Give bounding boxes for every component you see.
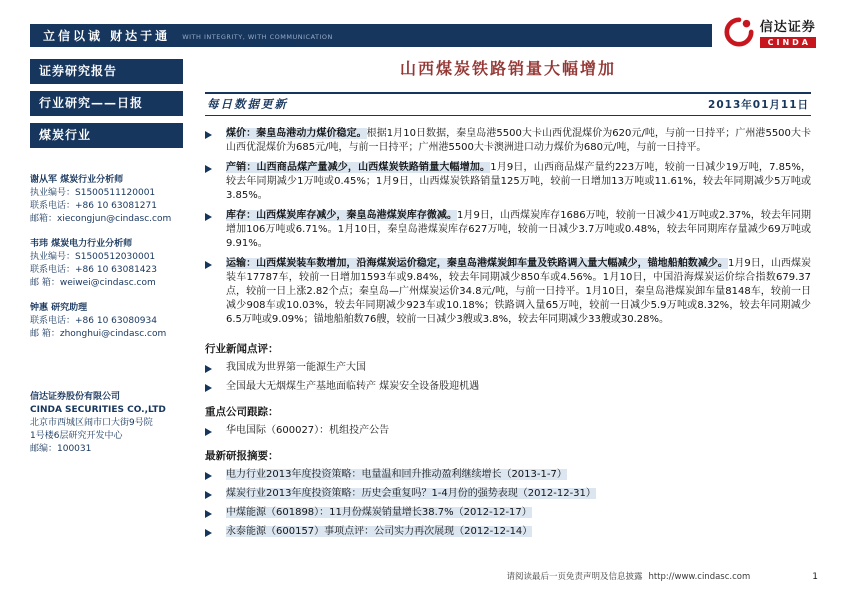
analyst-email: 邮 箱：zhonghui@cindasc.com xyxy=(30,329,167,339)
meta-row xyxy=(205,94,811,115)
analyst-email: 邮箱：xiecongjun@cindasc.com xyxy=(30,214,172,224)
lower-sections xyxy=(205,341,811,539)
bullet-transport xyxy=(205,257,811,327)
page-footer xyxy=(506,570,818,582)
divider-bottom xyxy=(205,115,811,116)
company-name-en: CINDA SECURITIES CO.,LTD xyxy=(30,405,166,415)
news-item xyxy=(205,380,811,394)
website-link[interactable]: http://www.cindasc.com xyxy=(648,572,751,582)
bullet-arrow-icon xyxy=(205,506,226,520)
bullet-arrow-icon xyxy=(205,209,226,251)
bullet-lead: 运输：山西煤炭装车数增加，沿海煤炭运价稳定，秦皇岛港煤炭卸车量及铁路调入量大幅减少，锚地船舶数减少。 xyxy=(226,258,728,269)
analyst-email: 邮 箱：weiwei@cindasc.com xyxy=(30,278,156,288)
slogan-chinese: 立信以诚 财达于通 xyxy=(43,29,171,43)
analyst-name: 钟惠 研究助理 xyxy=(30,303,88,313)
report-abstract-text: 中煤能源（601898）：11月份煤炭销量增长38.7%（2012-12-17） xyxy=(226,507,532,518)
section-heading-industry-news: 行业新闻点评： xyxy=(205,343,279,355)
report-abstract-text: 电力行业2013年度投资策略：电量温和回升推动盈利继续增长（2013-1-7） xyxy=(226,469,567,480)
report-abstract-item xyxy=(205,468,811,482)
report-title: 山西煤炭铁路销量大幅增加 xyxy=(399,59,616,78)
bullet-arrow-icon xyxy=(205,424,226,438)
bullet-production-sales xyxy=(205,161,811,203)
bullet-arrow-icon xyxy=(205,525,226,539)
bullet-arrow-icon xyxy=(205,161,226,203)
bullet-body: 根据1月10日数据，秦皇岛港5500大卡山西优混煤价为620元/吨，与前一日持平；广州港5500大卡山西优混煤价为685元/吨，与前一日持平；广州港5500大卡澳洲进口动力煤价为680元/吨，与前一日持平。 xyxy=(226,128,811,153)
bullet-arrow-icon xyxy=(205,257,226,327)
bullet-arrow-icon xyxy=(205,468,226,482)
report-abstract-item xyxy=(205,506,811,520)
company-address-line2: 1号楼6层研究开发中心 xyxy=(30,431,123,441)
analyst-license: 执业编号：S1500511120001 xyxy=(30,188,156,198)
report-body xyxy=(205,56,811,544)
bullet-inventory xyxy=(205,209,811,251)
analyst-block xyxy=(30,238,183,290)
analyst-list xyxy=(30,174,183,341)
report-abstract-text: 永泰能源（600157）事项点评：公司实力再次展现（2012-12-14） xyxy=(226,526,533,537)
analyst-license: 执业编号：S1500512030001 xyxy=(30,252,156,262)
bullet-body: 1月9日，山西商品煤产量约223万吨，较前一日减少19万吨，7.85%，较去年同期减少1万吨或0.45%；1月9日，山西煤炭铁路销量125万吨，较前一日增加13万吨或11.61%，较去年同期减少5万吨或3.85%。 xyxy=(226,162,811,201)
bullet-arrow-icon xyxy=(205,487,226,501)
sidebar-box-industry: 煤炭行业 xyxy=(30,123,183,148)
cinda-logo xyxy=(724,16,816,48)
brand-banner xyxy=(30,24,712,47)
company-info xyxy=(30,391,183,456)
summary-bullets xyxy=(205,127,811,327)
company-postcode: 邮编：100031 xyxy=(30,444,92,454)
bullet-lead: 煤价：秦皇岛港动力煤价稳定。 xyxy=(226,128,367,139)
analyst-phone: 联系电话：+86 10 63081423 xyxy=(30,265,157,275)
disclaimer-text: 请阅读最后一页免责声明及信息披露 xyxy=(506,572,643,582)
news-item-text: 我国成为世界第一能源生产大国 xyxy=(226,362,366,373)
left-sidebar xyxy=(30,59,183,456)
bullet-lead: 产销：山西商品煤产量减少，山西煤炭铁路销量大幅增加。 xyxy=(226,162,491,173)
logo-wordmark xyxy=(760,16,816,48)
report-date: 2013年01月11日 xyxy=(708,98,809,111)
news-item xyxy=(205,361,811,375)
section-heading-key-companies: 重点公司跟踪： xyxy=(205,406,279,418)
analyst-block xyxy=(30,174,183,226)
analyst-name: 谢从军 煤炭行业分析师 xyxy=(30,175,124,185)
report-series-label: 每日数据更新 xyxy=(207,97,288,111)
cinda-logo-icon xyxy=(724,17,754,47)
company-address-line1: 北京市西城区闹市口大街9号院 xyxy=(30,418,153,428)
sidebar-box-report-type: 证券研究报告 xyxy=(30,59,183,84)
section-heading-latest-reports: 最新研报摘要： xyxy=(205,450,279,462)
analyst-block xyxy=(30,302,183,341)
bullet-arrow-icon xyxy=(205,380,226,394)
page-number: 1 xyxy=(812,572,818,582)
report-abstract-item xyxy=(205,525,811,539)
sidebar-box-research-type: 行业研究——日报 xyxy=(30,91,183,116)
report-abstract-item xyxy=(205,487,811,501)
analyst-name: 韦玮 煤炭电力行业分析师 xyxy=(30,239,133,249)
slogan-english: WITH INTEGRITY, WITH COMMUNICATION xyxy=(182,33,333,41)
company-name-cn: 信达证券股份有限公司 xyxy=(30,392,121,402)
bullet-body: 1月9日，山西煤炭装车17787车，较前一日增加1593车或9.84%，较去年同期减少850车或4.56%。1月10日，中国沿海煤炭运价综合指数679.37点，较前一日上涨2.82个点；秦皇岛—广州煤炭运价34.8元/吨，与前一日持平。1月10日，秦皇岛港煤炭卸车量8148车，较前一日减少908车或10.03%，较去年同期减少923车或10.18%；铁路调入量65万吨，较前一日减少5.9万吨或8.32%，较去年同期减少6.5万吨或9.09%；锚地船舶数76艘，较前一日减少3艘或3.8%，较去年同期减少33艘或30.28%。 xyxy=(226,258,811,325)
company-tracking-text: 华电国际（600027）：机组投产公告 xyxy=(226,425,390,436)
logo-cinda-badge: CINDA xyxy=(760,37,816,48)
company-tracking-item xyxy=(205,424,811,438)
bullet-arrow-icon xyxy=(205,127,226,155)
report-abstract-text: 煤炭行业2013年度投资策略：历史会重复吗？1-4月份的强势表现（2012-12-31） xyxy=(226,488,596,499)
bullet-coal-price xyxy=(205,127,811,155)
bullet-lead: 库存：山西煤炭库存减少，秦皇岛港煤炭库存微减。 xyxy=(226,210,457,221)
logo-company-name: 信达证券 xyxy=(759,20,816,35)
analyst-phone: 联系电话：+86 10 63080934 xyxy=(30,316,157,326)
analyst-phone: 联系电话：+86 10 63081271 xyxy=(30,201,157,211)
bullet-arrow-icon xyxy=(205,361,226,375)
bullet-body: 1月9日，山西煤炭库存1686万吨，较前一日减少41万吨或2.37%，较去年同期增加106万吨或6.71%。1月10日，秦皇岛港煤炭库存627万吨，较前一日减少3.7万吨或0.48%，较去年同期库存量减少69万吨或9.91%。 xyxy=(226,210,812,249)
news-item-text: 全国最大无烟煤生产基地面临转产 煤炭安全设备股迎机遇 xyxy=(226,381,480,392)
